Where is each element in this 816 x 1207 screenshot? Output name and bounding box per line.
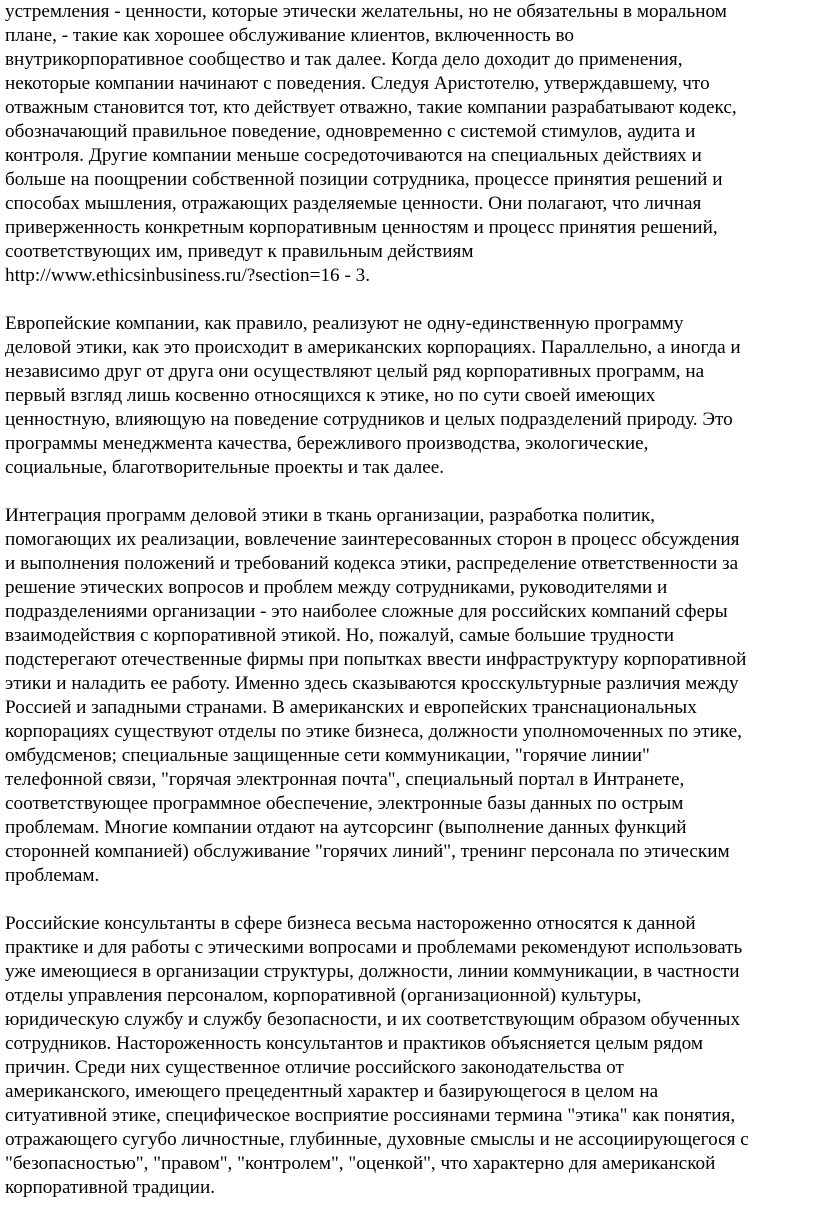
text-line: контроля. Другие компании меньше сосредоточиваются на специальных действиях и bbox=[5, 145, 702, 166]
text-line: омбудсменов; специальные защищенные сети коммуникации, "горячие линии" bbox=[5, 745, 650, 766]
document-body bbox=[5, 0, 813, 1200]
text-line: Россией и западными странами. В американских и европейских транснациональных bbox=[5, 697, 697, 718]
text-line: обозначающий правильное поведение, одновременно с системой стимулов, аудита и bbox=[5, 121, 696, 142]
text-line: отважным становится тот, кто действует отважно, такие компании разрабатывают кодекс, bbox=[5, 97, 737, 118]
text-line: сторонней компанией) обслуживание "горячих линий", тренинг персонала по этическим bbox=[5, 841, 730, 862]
text-line: устремления - ценности, которые этически желательны, но не обязательны в моральном bbox=[5, 1, 727, 22]
text-line: независимо друг от друга они осуществляют целый ряд корпоративных программ, на bbox=[5, 361, 705, 382]
text-line: внутрикорпоративное сообщество и так далее. Когда дело доходит до применения, bbox=[5, 49, 683, 70]
text-line: Российские консультанты в сфере бизнеса весьма настороженно относятся к данной bbox=[5, 913, 696, 934]
paragraph-integration bbox=[5, 504, 813, 888]
text-line: ситуативной этике, специфическое восприятие россиянами термина "этика" как понятия, bbox=[5, 1105, 736, 1126]
text-line: деловой этики, как это происходит в американских корпорациях. Параллельно, а иногда и bbox=[5, 337, 741, 358]
text-line: американского, имеющего прецедентный характер и базирующегося в целом на bbox=[5, 1081, 659, 1102]
text-line: некоторые компании начинают с поведения. Следуя Аристотелю, утверждавшему, что bbox=[5, 73, 710, 94]
text-line: уже имеющиеся в организации структуры, должности, линии коммуникации, в частности bbox=[5, 961, 740, 982]
text-line: способах мышления, отражающих разделяемые ценности. Они полагают, что личная bbox=[5, 193, 702, 214]
paragraph-values bbox=[5, 0, 813, 288]
text-line: приверженность конкретным корпоративным ценностям и процесс принятия решений, bbox=[5, 217, 718, 238]
text-line: практике и для работы с этическими вопросами и проблемами рекомендуют использовать bbox=[5, 937, 743, 958]
text-line: программы менеджмента качества, бережливого производства, экологические, bbox=[5, 433, 649, 454]
text-line: подстерегают отечественные фирмы при попытках ввести инфраструктуру корпоративной bbox=[5, 649, 747, 670]
text-line: взаимодействия с корпоративной этикой. Но, пожалуй, самые большие трудности bbox=[5, 625, 675, 646]
text-line: плане, - такие как хорошее обслуживание клиентов, включенность во bbox=[5, 25, 574, 46]
text-line: корпоративной традиции. bbox=[5, 1177, 216, 1198]
text-line: решение этических вопросов и проблем между сотрудниками, руководителями и bbox=[5, 577, 668, 598]
text-line: отражающего сугубо личностные, глубинные, духовные смыслы и не ассоциирующегося с bbox=[5, 1129, 749, 1150]
text-line: проблемам. Многие компании отдают на аутсорсинг (выполнение данных функций bbox=[5, 817, 687, 838]
text-line: телефонной связи, "горячая электронная почта", специальный портал в Интранете, bbox=[5, 769, 685, 790]
text-line: корпорациях существуют отделы по этике бизнеса, должности уполномоченных по этике, bbox=[5, 721, 742, 742]
text-line: подразделениями организации - это наиболее сложные для российских компаний сферы bbox=[5, 601, 728, 622]
text-line: помогающих их реализации, вовлечение заинтересованных сторон в процесс обсуждения bbox=[5, 529, 740, 550]
text-line: соответствующее программное обеспечение, электронные базы данных по острым bbox=[5, 793, 684, 814]
text-line: юридическую службу и службу безопасности, и их соответствующим образом обученных bbox=[5, 1009, 741, 1030]
text-line: больше на поощрении собственной позиции сотрудника, процессе принятия решений и bbox=[5, 169, 723, 190]
text-line: "безопасностью", "правом", "контролем", "оценкой", что характерно для американской bbox=[5, 1153, 716, 1174]
text-line: отделы управления персоналом, корпоративной (организационной) культуры, bbox=[5, 985, 642, 1006]
text-line: Интеграция программ деловой этики в ткань организации, разработка политик, bbox=[5, 505, 656, 526]
paragraph-european-companies bbox=[5, 312, 813, 480]
text-line: социальные, благотворительные проекты и так далее. bbox=[5, 457, 445, 478]
text-line: причин. Среди них существенное отличие российского законодательства от bbox=[5, 1057, 624, 1078]
text-line: Европейские компании, как правило, реализуют не одну-единственную программу bbox=[5, 313, 684, 334]
text-line: первый взгляд лишь косвенно относящихся к этике, но по сути своей имеющих bbox=[5, 385, 656, 406]
paragraph-russian-consultants bbox=[5, 912, 813, 1200]
text-line: этики и наладить ее работу. Именно здесь сказываются кросскультурные различия между bbox=[5, 673, 739, 694]
source-link[interactable]: http://www.ethicsinbusiness.ru/?section=16 - 3. bbox=[5, 265, 371, 286]
text-line: проблемам. bbox=[5, 865, 100, 886]
text-line: соответствующих им, приведут к правильным действиям bbox=[5, 241, 474, 262]
text-line: сотрудников. Настороженность консультантов и практиков объясняется целым рядом bbox=[5, 1033, 704, 1054]
text-line: ценностную, влияющую на поведение сотрудников и целых подразделений природу. Это bbox=[5, 409, 733, 430]
text-line: и выполнения положений и требований кодекса этики, распределение ответственности за bbox=[5, 553, 739, 574]
